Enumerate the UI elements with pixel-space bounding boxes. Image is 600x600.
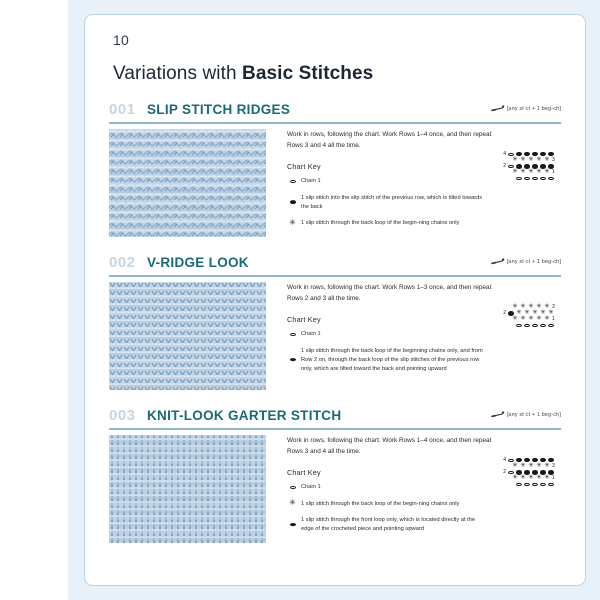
stitch-chart-grid [493, 151, 561, 182]
swatch-texture [109, 282, 266, 390]
pattern-entry [109, 101, 561, 227]
crochet-hook-icon [491, 411, 505, 418]
entry-number: 001 [109, 101, 136, 118]
chart-key-item [287, 516, 487, 534]
slip-stitch-star-icon: ✳ [289, 217, 296, 227]
entry-divider [109, 275, 561, 277]
chain-oval-icon [288, 177, 297, 187]
chart-key-list [287, 177, 561, 228]
entry-text-column [287, 282, 561, 381]
entry-text-column [287, 435, 561, 541]
entry-header [109, 101, 561, 123]
entry-number: 002 [109, 254, 136, 271]
stitch-chart [493, 304, 561, 329]
page-number: 10 [113, 32, 129, 48]
slip-stitch-dash-icon [288, 356, 297, 366]
chart-key-title: Chart Key [287, 315, 321, 325]
chart-row: ✳ ✳ ✳ ✳ ✳ 3 [493, 304, 561, 310]
chart-row-label: 4 [503, 456, 506, 463]
stitch-chart-grid [493, 304, 561, 329]
chart-row: ✳ ✳ ✳ ✳ ✳ 1 [493, 316, 561, 322]
chart-key-item [287, 219, 487, 228]
chart-row: ✳ ✳ ✳ ✳ ✳ 3 [493, 157, 561, 163]
chart-row-label: 3 [552, 156, 555, 163]
chart-row-label: 3 [552, 303, 555, 310]
entry-title: V-RIDGE LOOK [147, 255, 249, 270]
chart-row: ✳ ✳ ✳ ✳ ✳ 1 [493, 170, 561, 176]
stitch-chart [493, 151, 561, 182]
stitch-chart-grid [493, 457, 561, 488]
entry-number: 003 [109, 407, 136, 424]
slip-stitch-star-icon: ✳ [289, 498, 296, 508]
chart-row-label: 1 [552, 315, 555, 322]
entry-instructions: Work in rows, following the chart. Work Rows 1–4 once, and then repeat Rows 3 and 4 all the time. [287, 437, 492, 456]
entry-meta-text: [any st ct + 1 beg-ch] [506, 258, 561, 265]
chart-key-item [287, 347, 487, 375]
chart-row-foundation [493, 323, 561, 329]
entry-instructions: Work in rows, following the chart. Work Rows 1–3 once, and then repeat Rows 2 and 3 all the time. [287, 284, 492, 303]
entry-meta [491, 105, 561, 112]
chart-key-list [287, 483, 561, 534]
chart-row-label: 1 [552, 169, 555, 176]
book-page [84, 14, 586, 586]
stitch-chart [493, 457, 561, 488]
chart-row-label: 2 [503, 468, 506, 475]
swatch-photo [109, 282, 266, 390]
slip-stitch-dash-icon [288, 198, 297, 208]
chart-row-label: 1 [552, 475, 555, 482]
chart-key-text: 1 slip stitch through the back loop of the begin-ning chains only [301, 500, 460, 507]
swatch-texture [109, 435, 266, 543]
entry-instructions: Work in rows, following the chart. Work Rows 1–4 once, and then repeat Rows 3 and 4 all the time. [287, 131, 492, 150]
page-title-bold: Basic Stitches [242, 63, 374, 84]
chart-key-title: Chart Key [287, 468, 321, 478]
chart-key-text: 1 slip stitch through the back loop of the begin-ning chains only [301, 220, 460, 227]
chart-key-text: Chain 1 [301, 178, 321, 185]
chart-key-item [287, 194, 487, 212]
entry-meta-text: [any st ct + 1 beg-ch] [506, 105, 561, 112]
entry-header [109, 254, 561, 276]
entry-meta [491, 411, 561, 418]
chart-key-title: Chart Key [287, 162, 321, 172]
crochet-hook-icon [491, 258, 505, 265]
chart-row-label: 3 [552, 462, 555, 469]
entry-text-column [287, 129, 561, 235]
chart-key-item [287, 500, 487, 509]
chart-key-text: Chain 1 [301, 484, 321, 491]
chart-key-item [287, 330, 487, 339]
pattern-entry [109, 407, 561, 533]
entry-header [109, 407, 561, 429]
entry-meta [491, 258, 561, 265]
pattern-entry [109, 254, 561, 373]
crochet-hook-icon [491, 105, 505, 112]
chart-row: ✳ ✳ ✳ ✳ ✳ 1 [493, 476, 561, 482]
chart-row-foundation [493, 482, 561, 488]
entry-meta-text: [any st ct + 1 beg-ch] [506, 411, 561, 418]
chart-row: 2 ✳ ✳ ✳ ✳ ✳ [493, 310, 561, 316]
chart-row-label: 2 [503, 309, 506, 316]
chain-oval-icon [288, 483, 297, 493]
chart-key-list [287, 330, 561, 374]
chart-key-text: 1 slip stitch into the slip stitch of the previous row, which is tilted towards the back [301, 194, 483, 210]
swatch-texture [109, 129, 266, 237]
chart-key-text: Chain 1 [301, 331, 321, 338]
entry-title: SLIP STITCH RIDGES [147, 102, 291, 117]
page-title [113, 63, 373, 85]
page-title-light: Variations with [113, 63, 243, 84]
chart-key-item [287, 177, 487, 186]
entry-title: KNIT-LOOK GARTER STITCH [147, 408, 342, 423]
chart-key-text: 1 slip stitch through the front loop only, which is located directly at the edge of the crocheted piece and pointing upward [301, 516, 476, 533]
chart-row-foundation [493, 176, 561, 182]
slip-stitch-dash-icon [288, 520, 297, 530]
swatch-photo [109, 435, 266, 543]
chain-oval-icon [288, 330, 297, 340]
chart-key-item [287, 483, 487, 492]
entry-divider [109, 428, 561, 430]
entry-divider [109, 122, 561, 124]
chart-row-label: 2 [503, 162, 506, 169]
swatch-photo [109, 129, 266, 237]
chart-row: ✳ ✳ ✳ ✳ ✳ 3 [493, 463, 561, 469]
chart-key-text: 1 slip stitch through the back loop of the beginning chains only, and from Row 2 on, through the back loop of the slip stitches of the previous row only, which are tilted toward the back and pointing upward [301, 347, 483, 373]
chart-row-label: 4 [503, 150, 506, 157]
